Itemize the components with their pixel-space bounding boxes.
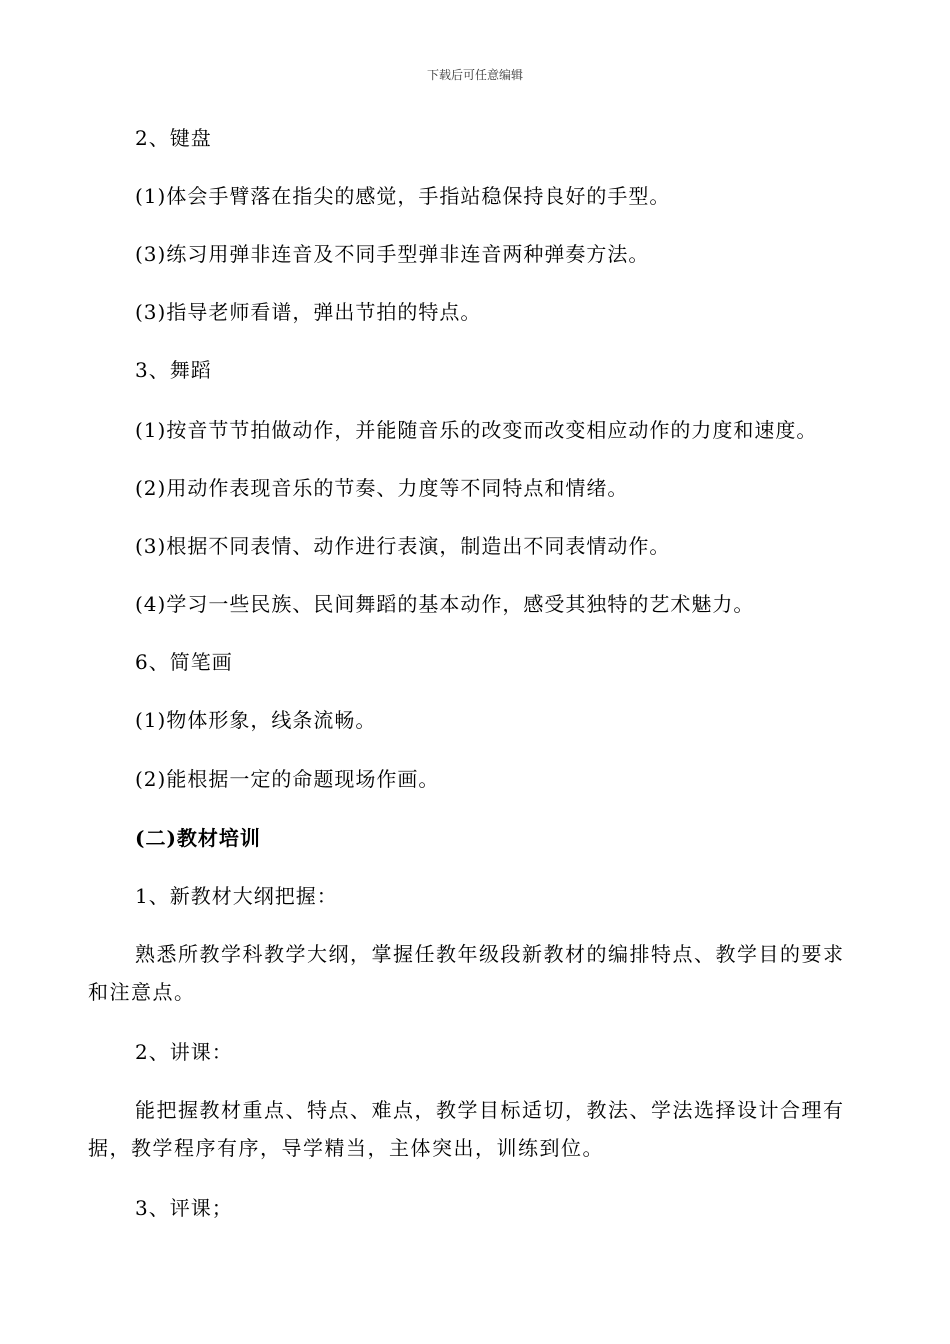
- list-item: (3)根据不同表情、动作进行表演，制造出不同表情动作。: [135, 534, 671, 558]
- list-item: (3)指导老师看谱，弹出节拍的特点。: [135, 300, 482, 324]
- item-lecture-heading: 2、讲课：: [135, 1040, 233, 1064]
- paragraph: 熟悉所教学科教学大纲，掌握任教年级段新教材的编排特点、教学目的要求和注意点。: [88, 942, 845, 1004]
- page-header: 下载后可任意编辑: [426, 68, 523, 82]
- list-item: (3)练习用弹非连音及不同手型弹非连音两种弹奏方法。: [135, 242, 650, 266]
- item-dance-heading: 3、舞蹈: [135, 358, 212, 382]
- item-syllabus-heading: 1、新教材大纲把握：: [135, 884, 338, 908]
- list-item: (2)用动作表现音乐的节奏、力度等不同特点和情绪。: [135, 476, 629, 500]
- list-item: (2)能根据一定的命题现场作画。: [135, 767, 440, 791]
- item-review-heading: 3、评课；: [135, 1196, 233, 1220]
- item-keyboard-heading: 2、键盘: [135, 126, 212, 150]
- section-heading: (二)教材培训: [135, 826, 261, 850]
- item-drawing-heading: 6、简笔画: [135, 650, 233, 674]
- list-item: (1)体会手臂落在指尖的感觉，手指站稳保持良好的手型。: [135, 184, 671, 208]
- list-item: (1)物体形象，线条流畅。: [135, 708, 377, 732]
- list-item: (1)按音节节拍做动作，并能随音乐的改变而改变相应动作的力度和速度。: [135, 418, 818, 442]
- paragraph: 能把握教材重点、特点、难点，教学目标适切，教法、学法选择设计合理有据，教学程序有序，导学精当，主体突出，训练到位。: [88, 1098, 845, 1160]
- list-item: (4)学习一些民族、民间舞蹈的基本动作，感受其独特的艺术魅力。: [135, 592, 755, 616]
